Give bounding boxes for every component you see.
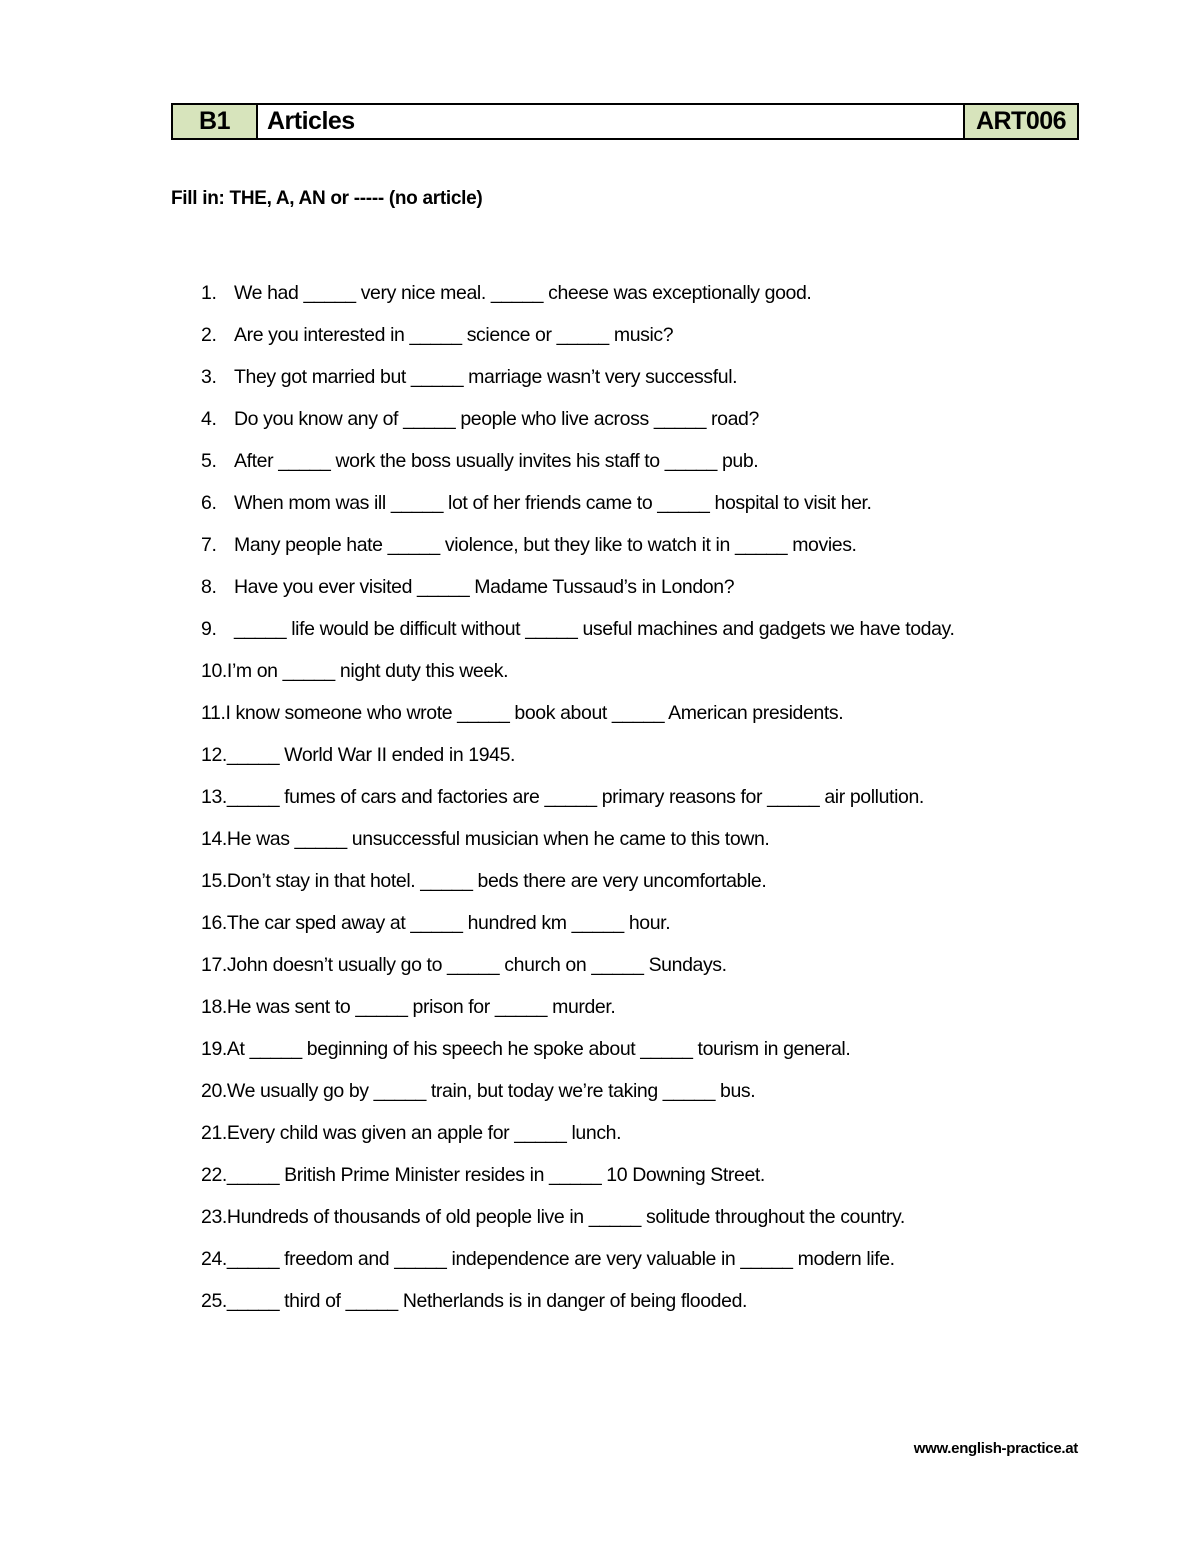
worksheet-code: ART006 [963,105,1077,138]
exercise-item [201,1034,1081,1064]
exercise-item [201,572,1081,602]
exercise-number: 15. [201,870,227,892]
exercise-item [201,320,1081,350]
exercise-sentence: I’m on _____ night duty this week. [226,660,509,682]
exercise-sentence: John doesn’t usually go to _____ church on _____ Sundays. [226,954,727,976]
exercise-sentence: _____ life would be difficult without _____ useful machines and gadgets we have today. [234,618,955,640]
exercise-number: 2. [201,324,217,346]
worksheet-header [171,103,1079,140]
exercise-item [201,488,1081,518]
worksheet-title: Articles [267,107,355,135]
exercise-sentence: He was _____ unsuccessful musician when he came to this town. [226,828,770,850]
exercise-sentence: Hundreds of thousands of old people live in _____ solitude throughout the country. [226,1206,905,1228]
exercise-number: 4. [201,408,217,430]
exercise-sentence: _____ British Prime Minister resides in _____ 10 Downing Street. [226,1164,765,1186]
exercise-item [201,278,1081,308]
level-badge: B1 [173,105,258,138]
exercise-list [201,278,1081,1328]
exercise-sentence: _____ fumes of cars and factories are _____ primary reasons for _____ air pollution. [226,786,924,808]
exercise-item [201,446,1081,476]
exercise-sentence: _____ third of _____ Netherlands is in danger of being flooded. [226,1290,748,1312]
exercise-number: 11. [201,702,226,724]
instruction-text: Fill in: THE, A, AN or ----- (no article) [171,188,483,209]
exercise-item [201,656,1081,686]
exercise-number: 12. [201,744,227,766]
exercise-item [201,1244,1081,1274]
exercise-number: 17. [201,954,227,976]
exercise-number: 3. [201,366,217,388]
exercise-number: 6. [201,492,217,514]
exercise-number: 20. [201,1080,227,1102]
exercise-item [201,992,1081,1022]
exercise-sentence: We had _____ very nice meal. _____ cheese was exceptionally good. [234,282,812,304]
exercise-sentence: After _____ work the boss usually invites his staff to _____ pub. [234,450,759,472]
exercise-sentence: Don’t stay in that hotel. _____ beds there are very uncomfortable. [226,870,767,892]
exercise-item [201,782,1081,812]
exercise-number: 10. [201,660,227,682]
exercise-item [201,404,1081,434]
exercise-item [201,1286,1081,1316]
exercise-number: 25. [201,1290,227,1312]
exercise-item [201,614,1081,645]
exercise-number: 21. [201,1122,227,1144]
exercise-number: 7. [201,534,217,556]
exercise-number: 9. [201,618,217,640]
exercise-sentence: Many people hate _____ violence, but they like to watch it in _____ movies. [234,534,857,556]
exercise-sentence: _____ freedom and _____ independence are very valuable in _____ modern life. [226,1248,895,1270]
exercise-sentence: He was sent to _____ prison for _____ murder. [226,996,616,1018]
exercise-item [201,866,1081,896]
exercise-sentence: Have you ever visited _____ Madame Tussaud’s in London? [234,576,735,598]
exercise-number: 14. [201,828,227,850]
exercise-number: 16. [201,912,227,934]
exercise-sentence: Are you interested in _____ science or _____ music? [234,324,674,346]
exercise-item [201,1202,1081,1232]
exercise-sentence: The car sped away at _____ hundred km _____ hour. [226,912,671,934]
exercise-item [201,530,1081,560]
exercise-number: 18. [201,996,227,1018]
exercise-sentence: They got married but _____ marriage wasn’t very successful. [234,366,738,388]
exercise-sentence: When mom was ill _____ lot of her friends came to _____ hospital to visit her. [234,492,872,514]
exercise-sentence: Every child was given an apple for _____ lunch. [226,1122,622,1144]
exercise-item [201,1160,1081,1190]
exercise-item [201,824,1081,854]
exercise-number: 22. [201,1164,227,1186]
exercise-item [201,950,1081,980]
exercise-item [201,740,1081,770]
exercise-item [201,362,1081,392]
exercise-sentence: We usually go by _____ train, but today we’re taking _____ bus. [226,1080,756,1102]
website-footer: www.english-practice.at [913,1440,1078,1457]
exercise-number: 5. [201,450,217,472]
exercise-sentence: I know someone who wrote _____ book about _____ American presidents. [225,702,844,724]
exercise-item [201,1118,1081,1148]
exercise-item [201,908,1081,938]
exercise-number: 8. [201,576,217,598]
exercise-sentence: _____ World War II ended in 1945. [226,744,516,766]
exercise-number: 24. [201,1248,227,1270]
exercise-sentence: Do you know any of _____ people who live across _____ road? [234,408,759,430]
exercise-sentence: At _____ beginning of his speech he spoke about _____ tourism in general. [226,1038,851,1060]
exercise-item [201,1076,1081,1106]
exercise-number: 23. [201,1206,227,1228]
exercise-item [201,698,1081,728]
exercise-number: 13. [201,786,227,808]
exercise-number: 1. [201,282,217,304]
exercise-number: 19. [201,1038,227,1060]
